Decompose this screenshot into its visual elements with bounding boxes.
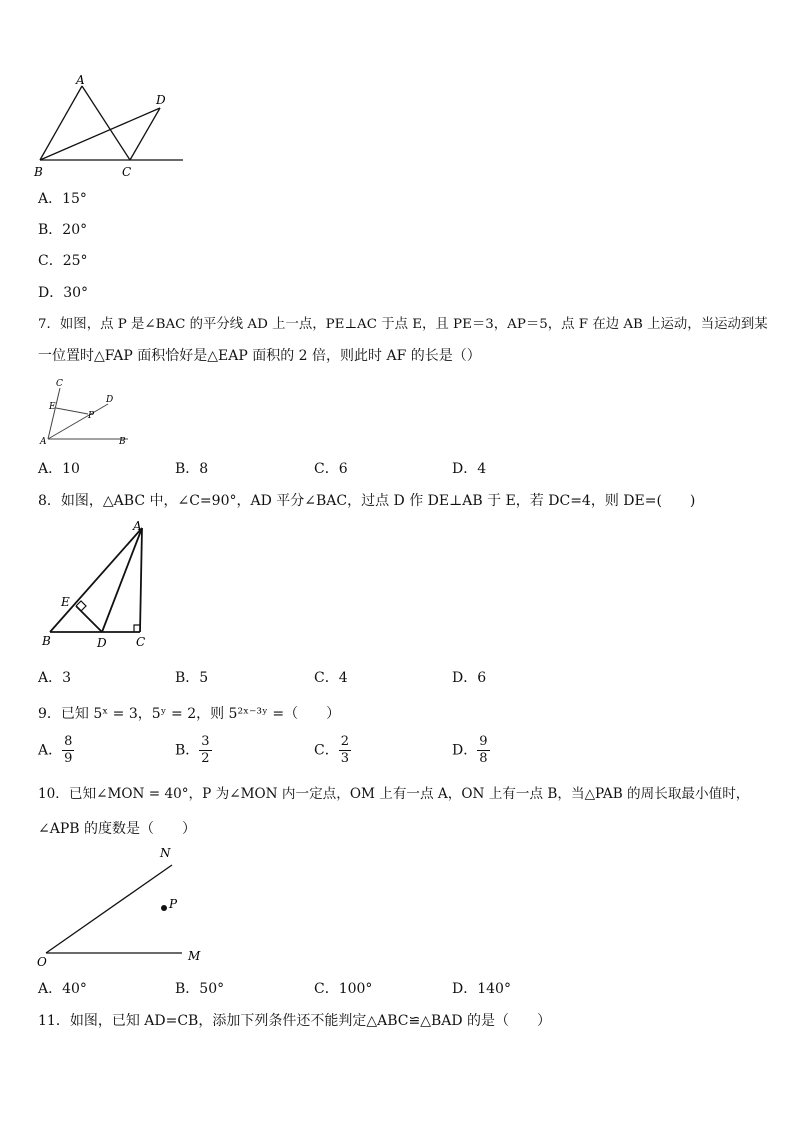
q7-option-b: B．8 [175,461,209,477]
q7-option-c: C．6 [314,461,348,477]
q8-label-c: C [136,635,146,649]
q9-option-d-label: D． [452,742,478,759]
q8-text: 8．如图，△ABC 中，∠C=90°，AD 平分∠BAC，过点 D 作 DE⊥AB 于 E，若 DC=4，则 DE=( ) [38,493,696,509]
q10-figure [34,843,214,971]
q9-option-c-den: 3 [340,751,349,766]
q10-option-a: A．40° [38,981,87,997]
q9-option-c-fraction [339,734,351,767]
q10-option-d: D．140° [452,981,511,997]
q9-option-b-label: B． [175,742,200,759]
q9-option-c [314,734,351,767]
q8-label-a: A [133,519,142,533]
q9-option-c-num: 2 [340,734,349,749]
q8-figure [38,518,158,653]
q7-label-e: E [49,402,56,412]
q6-option-a: A．15° [38,191,87,207]
q8-label-d: D [97,636,107,650]
q9-option-c-label: C． [314,742,339,759]
q7-label-p: P [88,411,95,421]
q8-option-a: A．3 [38,670,72,686]
q7-label-a: A [40,437,47,447]
q10-label-n: N [160,846,171,860]
q10-option-b: B．50° [175,981,225,997]
q7-text-line2: 一位置时△FAP 面积恰好是△EAP 面积的 2 倍，则此时 AF 的长是（） [38,348,481,364]
q7-label-d: D [106,395,114,405]
q6-label-b: B [34,165,43,179]
q10-text-line1: 10．已知∠MON = 40°，P 为∠MON 内一定点，OM 上有一点 A，ON 上有一点 B，当△PAB 的周长取最小值时， [38,786,750,802]
q6-option-c: C．25° [38,253,88,269]
q8-label-e: E [61,595,70,609]
q7-label-c: C [56,379,63,389]
q6-label-d: D [156,93,166,107]
q9-option-d-fraction [477,734,489,767]
q9-option-b-fraction [199,734,211,767]
q10-text-line2: ∠APB 的度数是（ ） [38,821,196,837]
q10-option-c: C．100° [314,981,373,997]
q7-option-d: D．4 [452,461,487,477]
q9-option-b-num: 3 [201,734,210,749]
q7-label-b: B [119,437,126,447]
q9-option-b [175,734,212,767]
q9-text: 9．已知 5ˣ = 3，5ʸ = 2，则 5²ˣ⁻³ʸ =（ ） [38,706,341,722]
q6-option-b: B．20° [38,222,88,238]
q9-option-a [38,734,74,767]
q6-option-d: D．30° [38,285,89,301]
q7-figure [36,376,136,448]
q8-option-b: B．5 [175,670,209,686]
q9-option-d-den: 8 [479,751,488,766]
q8-option-c: C．4 [314,670,348,686]
q10-label-m: M [188,949,201,963]
q9-option-d-num: 9 [479,734,488,749]
q10-label-o: O [37,955,47,969]
q11-text: 11．如图，已知 AD=CB，添加下列条件还不能判定△ABC≌△BAD 的是（ ） [38,1013,552,1029]
q6-label-c: C [122,165,132,179]
q9-option-a-fraction [62,734,74,767]
q9-option-a-den: 9 [64,751,73,766]
q8-option-d: D．6 [452,670,487,686]
q8-label-b: B [42,634,51,648]
q9-option-b-den: 2 [201,751,210,766]
q6-figure [30,72,190,182]
q10-label-p: P [169,897,178,911]
q10-point-p [161,905,167,911]
q9-option-a-label: A． [38,742,63,759]
q9-option-d [452,734,490,767]
q9-option-a-num: 8 [64,734,73,749]
q6-label-a: A [76,73,85,87]
q7-option-a: A．10 [38,461,80,477]
q7-text-line1: 7．如图，点 P 是∠BAC 的平分线 AD 上一点，PE⊥AC 于点 E，且 PE＝3，AP＝5，点 F 在边 AB 上运动，当运动到某 [38,317,768,332]
